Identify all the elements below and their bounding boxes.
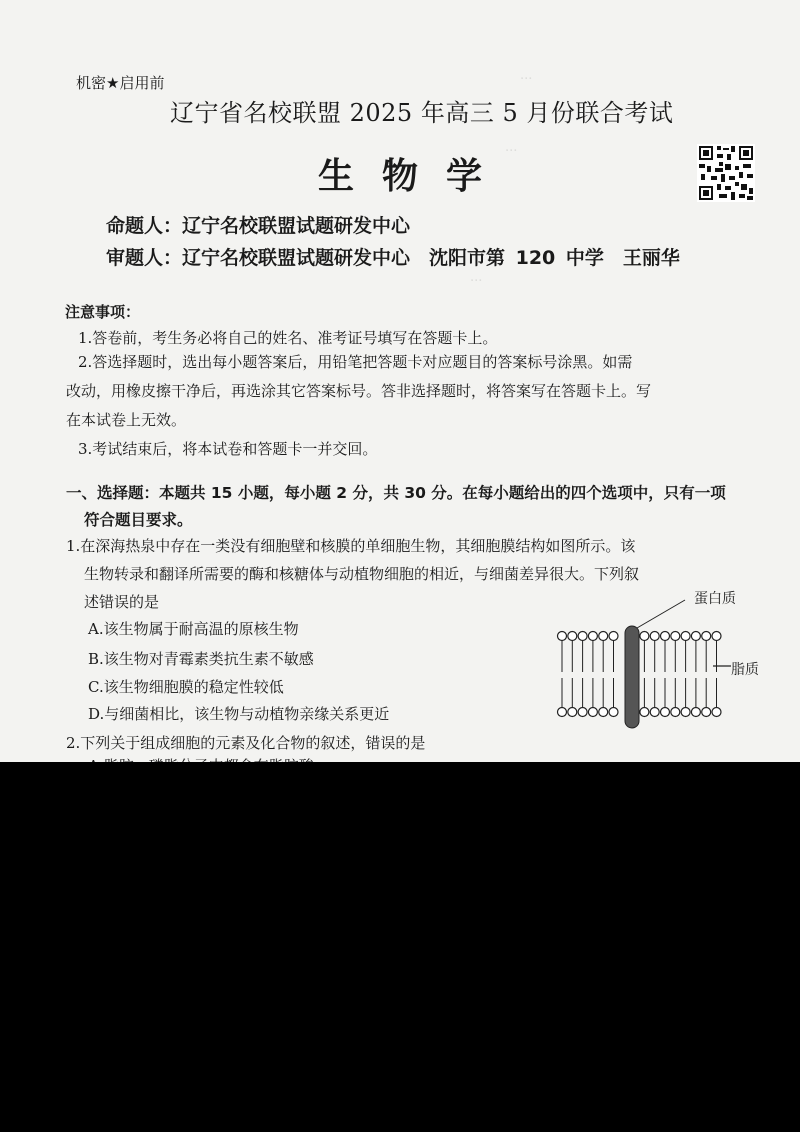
- note-item-2: 2.答选择题时，选出每小题答案后，用铅笔把答题卡对应题目的答案标号涂黑。如需: [78, 353, 633, 371]
- question-1-stem: 1.在深海热泉中存在一类没有细胞壁和核膜的单细胞生物，其细胞膜结构如图所示。该: [66, 537, 636, 555]
- question-1-option-d: D.与细菌相比，该生物与动植物亲缘关系更近: [88, 705, 390, 723]
- question-2-stem: 2.下列关于组成细胞的元素及化合物的叙述，错误的是: [66, 734, 426, 752]
- note-item-3: 3.考试结束后，将本试卷和答题卡一并交回。: [78, 440, 378, 458]
- question-1-stem-cont: 生物转录和翻译所需要的酶和核糖体与动植物细胞的相近，与细菌差异很大。下列叙: [84, 565, 640, 583]
- figure-label-lipid: 脂质: [731, 662, 759, 678]
- figure-label-protein: 蛋白质: [694, 591, 736, 607]
- question-1-stem-end: 述错误的是: [84, 593, 160, 611]
- section-heading-cont: 符合题目要求。: [84, 511, 193, 529]
- question-reviewer: 审题人：辽宁名校联盟试题研发中心 沈阳市第 120 中学 王丽华: [106, 247, 680, 269]
- confidential-mark: 机密★启用前: [76, 74, 165, 92]
- membrane-diagram: [555, 588, 770, 728]
- note-item-2-end: 在本试卷上无效。: [66, 411, 187, 429]
- exam-page: ... ... ... 机密★启用前 辽宁省名校联盟 2025 年高三 5 月份联合考试 生物学 命题人：辽宁名校联盟试题研发中心 审题人：辽宁名校联盟试题研发中心 沈阳市第 120 中学 王丽华 注意事项： 1.答卷前，考生务必将自己的姓名、准考证号填写在答题卡上。 2.答选择题时，选出每小题答案后，用铅笔把答题卡对应题目的答案标号涂黑。如需 改动，用橡皮擦干净后，再选涂其它答案标号。答非选择题时，将答案写在答题卡上。写 在本试卷上无效。 3.考试结束后，将本试卷和答题卡一并交回。 一、选择题：本题共 15 小题，每小题 2 分，共 30 分。在每小题给出的四个选项中，只有一项 符合题目要求。 1.在深海热泉中存在一类没有细胞壁和核膜的单细胞生物，其细胞膜结构如图所示。该 生物转录和翻译所需要的酶和核糖体与动植物细胞的相近，与细菌差异很大。下列叙 述错误的是 A.该生物属于耐高温的原核生物 B.该生物对青霉素类抗生素不敏感 C.该生物细胞膜的稳定性较低 D.与细菌相比，该生物与动植物亲缘关系更近 蛋白质 脂质 2.下列关于组成细胞的元素及化合物的叙述，错误的是: [0, 0, 800, 762]
- exam-title: 辽宁省名校联盟 2025 年高三 5 月份联合考试: [170, 99, 674, 127]
- scan-blackout: [0, 762, 800, 1132]
- note-item-2-cont: 改动，用橡皮擦干净后，再选涂其它答案标号。答非选择题时，将答案写在答题卡上。写: [66, 382, 652, 400]
- question-1-option-b: B.该生物对青霉素类抗生素不敏感: [88, 650, 314, 668]
- subject-title: 生物学: [318, 156, 511, 197]
- qr-code-icon: [697, 144, 755, 202]
- transmembrane-protein: [625, 626, 639, 728]
- question-setter: 命题人：辽宁名校联盟试题研发中心: [106, 215, 411, 237]
- section-heading: 一、选择题：本题共 15 小题，每小题 2 分，共 30 分。在每小题给出的四个选项中，只有一项: [66, 484, 726, 502]
- note-item-1: 1.答卷前，考生务必将自己的姓名、准考证号填写在答题卡上。: [78, 329, 498, 347]
- question-1-option-a: A.该生物属于耐高温的原核生物: [88, 620, 299, 638]
- protein-pointer: [637, 600, 685, 628]
- question-1-option-c: C.该生物细胞膜的稳定性较低: [88, 678, 284, 696]
- notes-heading: 注意事项：: [65, 303, 141, 321]
